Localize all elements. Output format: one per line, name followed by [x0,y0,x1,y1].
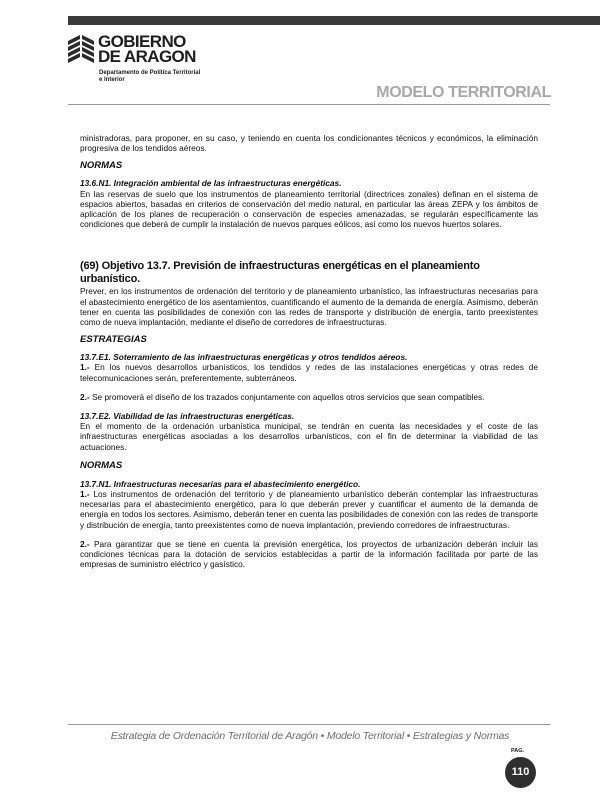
normas-heading: NORMAS [80,160,123,172]
paragraph-text: Los instrumentos de ordenación del territorio y de planeamiento urbanístico deberán contemplar las infraestructuras necesarias para el abastecimiento energético, para lo que deberán prever y cuantificar el aumento de la demanda de energía en todos los sectores. Asimismo, deberán tener en cuenta las posibilidades de conexión con las redes de transporte y distribución de energía, tanto preexistentes como de nueva implantación, previendo corredores de infraestructuras. [80,489,538,530]
paragraph-text: En los nuevos desarrollos urbanísticos, los tendidos y redes de las instalaciones energéticas y otras redes de telecomunicaciones serán, preferentemente, subterráneos. [80,362,538,383]
logo-department [99,70,200,84]
header-divider [68,104,550,105]
footer-text: Estrategia de Ordenación Territorial de Aragón • Modelo Territorial • Estrategias y Normas [110,730,510,742]
strategy-paragraph [80,362,538,382]
page-body [80,133,538,569]
section-title: MODELO TERRITORIAL [376,84,551,101]
page-number-badge: 110 [505,757,536,788]
estrategias-heading: ESTRATEGIAS [80,334,147,346]
strategy-title: 13.7.E1. Soterramiento de las infraestructuras energéticas y otros tendidos aéreos. [80,352,408,363]
intro-paragraph: ministradoras, para proponer, en su caso, y teniendo en cuenta los condicionantes técnicos y económicos, la eliminación progresiva de los tendidos aéreos. [80,133,538,154]
strategy-text: En el momento de la ordenación urbanística municipal, se tendrán en cuenta las necesidades y el coste de las infraestructuras energéticas asociadas a los desarrollos urbanísticos, con el fin de determinar la viabilidad de las actuaciones. [80,421,538,452]
top-bar [68,16,600,25]
logo-department-line1: Departamento de Política Territorial [99,70,201,76]
aragon-emblem-icon [66,35,96,65]
paragraph-number: 1.- [80,489,90,500]
strategy-paragraph [80,392,538,402]
objective-text: Prever, en los instrumentos de ordenación del territorio y de planeamiento urbanístico, las infraestructuras necesarias para el abastecimiento energético de los asentamientos, cuantificando el aumento de la demanda de energía. Asimismo, deberán tener en cuenta las posibilidades de conexión con las redes de transporte y distribución de energía, tanto preexistentes como de nueva implantación, mediante el diseño de corredores de infraestructuras. [80,286,538,328]
logo-text-line2: DE ARAGON [98,47,196,66]
norma-paragraph [80,489,538,530]
logo-department-line2: e Interior [99,77,125,83]
paragraph-text: Para garantizar que se tiene en cuenta la previsión energética, los proyectos de urbanización deberán incluir las condiciones técnicas para la dotación de servicios establecidas a partir de la información facilitada por parte de las empresas de suministro eléctrico y gasístico. [80,538,538,570]
paragraph-number: 1.- [80,362,90,373]
footer-divider [68,724,550,725]
norma-paragraph [80,539,538,570]
normas-heading: NORMAS [80,459,123,471]
strategy-title: 13.7.E2. Viabilidad de las infraestructuras energéticas. [80,411,295,422]
paragraph-number: 2.- [80,538,90,549]
logo-text-line1: GOBIERNO [98,32,186,51]
norma-text: En las reservas de suelo que los instrumentos de planeamiento territorial (directrices zonales) definan en el sistema de espacios abiertos, basadas en criterios de conservación del medio natural, en particular las áreas ZEPA y los ámbitos de aplicación de los planes de recuperación o conservación de especies amenazadas, se regularán específicamente las condiciones que deberá de cumplir la instalación de nuevos parques eólicos, así como los nuevos huertos solares. [80,188,538,230]
gobierno-aragon-logo [66,33,236,89]
norma-title: 13.6.N1. Integración ambiental de las infraestructuras energéticas. [80,178,342,189]
page-label: PAG. [511,748,525,754]
objective-title: (69) Objetivo 13.7. Previsión de infraestructuras energéticas en el planeamiento urbanístico. [80,260,480,286]
paragraph-text: Se promoverá el diseño de los trazados conjuntamente con aquellos otros servicios que sean compatibles. [89,391,485,402]
paragraph-number: 2.- [80,391,90,402]
norma-title: 13.7.N1. Infraestructuras necesarias para el abastecimiento energético. [80,478,361,489]
